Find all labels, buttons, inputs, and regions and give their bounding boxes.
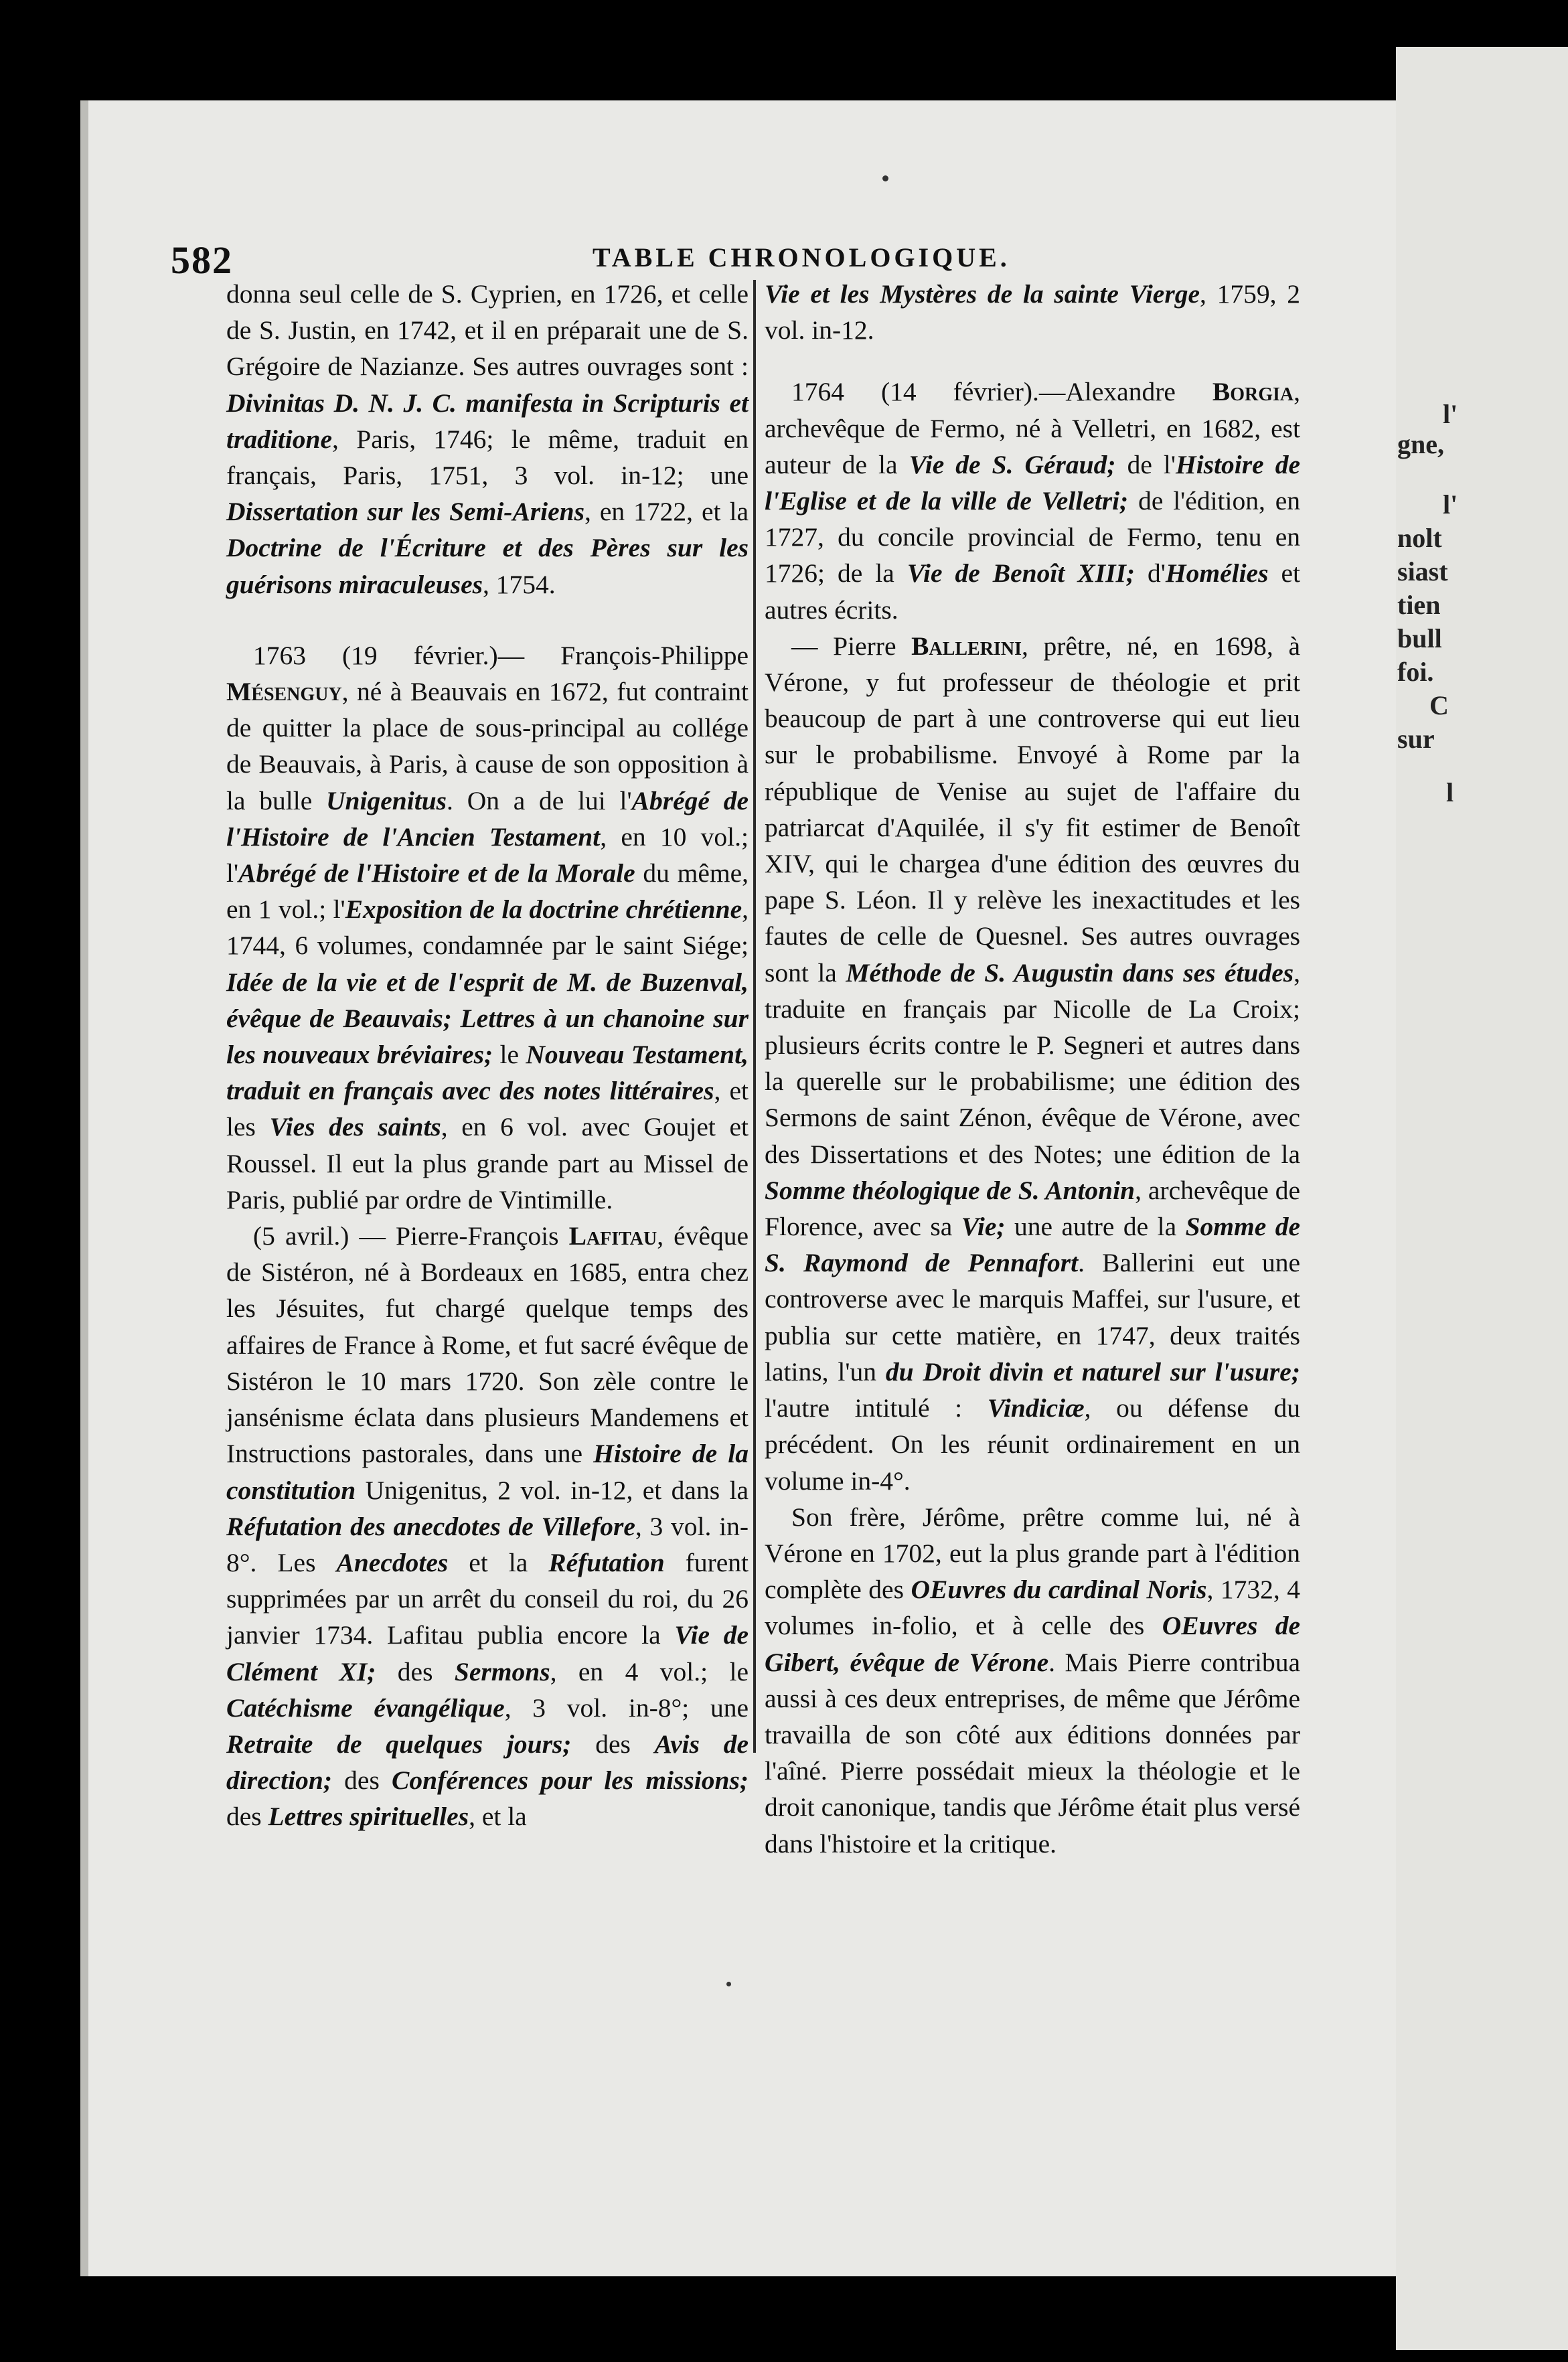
text-run: une autre de la (1005, 1212, 1186, 1242)
italic-title: Vie de Benoît XIII; (907, 558, 1135, 588)
italic-title: Lettres spirituelles (268, 1802, 469, 1832)
italic-title: Exposition de la doctrine chrétienne (345, 894, 742, 925)
text-run: , et la (469, 1802, 527, 1832)
facing-text: tien (1397, 590, 1441, 620)
facing-text: l' (1443, 489, 1458, 520)
scan-speck (882, 175, 888, 181)
text-run: et autres écrits. (765, 558, 1300, 625)
paragraph-gap (226, 603, 749, 637)
italic-title: Réfutation (548, 1547, 665, 1577)
italic-title: OEuvres de Gibert, évêque de Vérone (765, 1611, 1300, 1677)
text-run: 1763 (19 février.)— François-Philippe (253, 640, 749, 670)
author-name: Borgia (1212, 377, 1294, 407)
facing-text: nolt (1397, 523, 1442, 553)
entry-jerome-ballerini (765, 1499, 1300, 1862)
text-run: , en 1722, et la (584, 497, 749, 527)
italic-title: du Droit divin et naturel sur l'usure; (885, 1356, 1300, 1387)
text-run: , en 6 vol. avec Goujet et Roussel. Il eut la plus grande part au Missel de Paris, publié par ordre de Vintimille. (226, 1112, 749, 1214)
italic-title: Somme de S. Raymond de Pennafort (765, 1212, 1300, 1278)
text-run: du même, en 1 vol.; l' (226, 858, 749, 925)
text-run: , 3 vol. in-8°. Les (226, 1511, 749, 1577)
author-name: Mésenguy (226, 677, 342, 707)
italic-title: Doctrine de l'Écriture et des Pères sur les guérisons miraculeuses (226, 533, 749, 599)
italic-title: Retraite de quelques jours; (226, 1729, 572, 1759)
text-run: de l'édition, en 1727, du concile provincial de Fermo, tenu en 1726; de la (765, 486, 1300, 588)
italic-title: Histoire de la constitution (226, 1439, 749, 1505)
page-scan-edge (80, 100, 88, 2276)
italic-title: Sermons (454, 1656, 550, 1686)
text-run: , archevêque de Fermo, né à Velletri, en 1682, est auteur de la (765, 377, 1300, 479)
italic-title: Vie; (961, 1212, 1006, 1242)
text-run: des (331, 1765, 392, 1796)
text-run: Unigenitus, 2 vol. in-12, et dans la (356, 1475, 749, 1505)
text-run: (5 avril.) — Pierre-François (253, 1221, 569, 1251)
italic-title: Avis de direction; (226, 1729, 749, 1796)
facing-text: l' (1443, 399, 1458, 429)
entry-pierre-ballerini (765, 628, 1300, 1499)
italic-title: Anecdotes (336, 1547, 449, 1577)
text-run: , 3 vol. in-8°; une (504, 1692, 749, 1723)
italic-title: Vies des saints (269, 1112, 441, 1142)
entry-mesenguy (226, 637, 749, 1218)
italic-title: Abrégé de l'Histoire et de la Morale (238, 858, 635, 888)
paragraph-cyprien (226, 276, 749, 603)
entry-borgia (765, 374, 1300, 627)
paragraph-vie-vierge (765, 276, 1300, 348)
facing-text: gne, (1397, 429, 1444, 459)
text-run: furent supprimées par un arrêt du conseil du roi, du 26 janvier 1734. Lafitau publia encore la (226, 1547, 749, 1650)
text-run: et la (448, 1547, 549, 1577)
text-run: 1764 (14 février).—Alexandre (791, 377, 1212, 407)
text-run: des (376, 1656, 455, 1686)
facing-text: l (1446, 777, 1454, 807)
text-run: , prêtre, né, en 1698, à Vérone, y fut professeur de théologie et prit beaucoup de part à une controverse qui eut lieu sur le probabilisme. Envoyé à Rome par la république de Venise au sujet de l'affaire du patriarcat d'Aquilée, il s'y fit estimer de Benoît XIV, qui le chargea d'une édition des œuvres du pape S. Léon. Il y relève les inexactitudes et les fautes de celle de Quesnel. Ses autres ouvrages sont la (765, 631, 1300, 988)
italic-title: Vindiciæ (987, 1393, 1085, 1423)
text-run: de l' (1115, 449, 1176, 479)
text-run: . Ballerini eut une controverse avec le marquis Maffei, sur l'usure, et publia sur cette matière, en 1747, deux traités latins, l'un (765, 1248, 1301, 1387)
author-name: Ballerini (911, 631, 1022, 661)
text-run: le (493, 1040, 526, 1070)
italic-title: OEuvres du cardinal Noris (911, 1575, 1207, 1605)
italic-title: Histoire de l'Eglise et de la ville de Velletri; (765, 449, 1301, 516)
right-column (765, 276, 1300, 1862)
italic-title: Nouveau Testament, traduit en français avec des notes littéraires (226, 1040, 749, 1106)
text-run: , archevêque de Florence, avec sa (765, 1175, 1300, 1242)
text-run: . On a de lui l' (447, 785, 632, 815)
italic-title: Catéchisme évangélique (226, 1692, 505, 1723)
italic-title: Vie et les Mystères de la sainte Vierge (765, 279, 1200, 309)
text-run: Son frère, Jérôme, prêtre comme lui, né à Vérone en 1702, eut la plus grande part à l'édition complète des (765, 1502, 1300, 1605)
italic-title: Méthode de S. Augustin dans ses études (846, 957, 1294, 988)
text-run: , en 10 vol.; l' (226, 821, 749, 888)
text-run: l'autre intitulé : (765, 1393, 988, 1423)
text-run: , Paris, 1746; le même, traduit en français, Paris, 1751, 3 vol. in-12; une (226, 424, 749, 491)
text-run: . Mais Pierre contribua aussi à ces deux entreprises, de même que Jérôme travailla de son côté aux éditions données par l'aîné. Pierre possédait mieux la théologie et le droit canonique, tandis que Jérôme était plus versé dans l'histoire et la critique. (765, 1647, 1300, 1859)
entry-lafitau (226, 1218, 749, 1834)
text-run: , 1754. (483, 569, 556, 599)
text-run: , évêque de Sistéron, né à Bordeaux en 1685, entra chez les Jésuites, fut chargé quelque temps des affaires de France à Rome, et fut sacré évêque de Sistéron le 10 mars 1720. Son zèle contre le jansénisme éclata dans plusieurs Mandemens et Instructions pastorales, dans une (226, 1221, 749, 1469)
text-run: , en 4 vol.; le (550, 1656, 749, 1686)
text-run: , et les (226, 1076, 749, 1142)
text-run: , 1744, 6 volumes, condamnée par le saint Siége; (226, 894, 749, 961)
facing-text: sur (1397, 724, 1435, 754)
text-run: des (571, 1729, 655, 1759)
italic-title: Idée de la vie et de l'esprit de M. de Buzenval, évêque de Beauvais; Lettres à un chanoine sur les nouveaux bréviaires; (226, 967, 749, 1070)
facing-text: bull (1397, 623, 1442, 653)
italic-title: Conférences pour les missions; (392, 1765, 749, 1796)
text-run: , né à Beauvais en 1672, fut contraint de quitter la place de sous-principal au collége de Beauvais, à Paris, à cause de son opposition à la bulle (226, 677, 749, 815)
text-run: d' (1134, 558, 1166, 588)
text-run: donna seul celle de S. Cyprien, en 1726, et celle de S. Justin, en 1742, et il en préparait une de S. Grégoire de Nazianze. Ses autres ouvrages sont : (226, 279, 749, 382)
author-name: Lafitau (568, 1221, 657, 1251)
facing-text: siast (1397, 556, 1448, 586)
italic-title: Somme théologique de S. Antonin (765, 1175, 1135, 1205)
page-number: 582 (171, 238, 233, 282)
italic-title: Divinitas D. N. J. C. manifesta in Scripturis et traditione (226, 388, 749, 454)
text-run: , 1732, 4 volumes in-folio, et à celle des (765, 1575, 1300, 1641)
italic-title: Homélies (1165, 558, 1269, 588)
scan-speck (726, 1982, 731, 1986)
facing-text: C (1429, 690, 1449, 720)
column-divider (753, 280, 756, 1753)
italic-title: Réfutation des anecdotes de Villefore (226, 1511, 635, 1541)
running-title: TABLE CHRONOLOGIQUE. (593, 242, 1010, 272)
italic-title: Vie de S. Géraud; (909, 449, 1116, 479)
text-run: — Pierre (791, 631, 912, 661)
italic-title: Unigenitus (326, 785, 447, 815)
page-header (171, 238, 1242, 282)
facing-text: foi. (1397, 657, 1434, 687)
left-column (226, 276, 749, 1835)
italic-title: Vie de Clément XI; (226, 1620, 749, 1686)
text-run: , 1759, 2 vol. in-12. (765, 279, 1300, 345)
text-run: , ou défense du précédent. On les réunit ordinairement en un volume in-4°. (765, 1393, 1300, 1496)
facing-page-fragment (1396, 47, 1568, 2350)
paragraph-gap (765, 348, 1300, 374)
text-run: , traduite en français par Nicolle de La Croix; plusieurs écrits contre le P. Segneri et autres dans la querelle sur le probabilisme; une édition des Sermons de saint Zénon, évêque de Vérone, avec des Dissertations et des Notes; une édition de la (765, 957, 1301, 1169)
text-run: des (226, 1802, 268, 1832)
italic-title: Dissertation sur les Semi-Ariens (226, 497, 585, 527)
italic-title: Abrégé de l'Histoire de l'Ancien Testament (226, 785, 749, 852)
